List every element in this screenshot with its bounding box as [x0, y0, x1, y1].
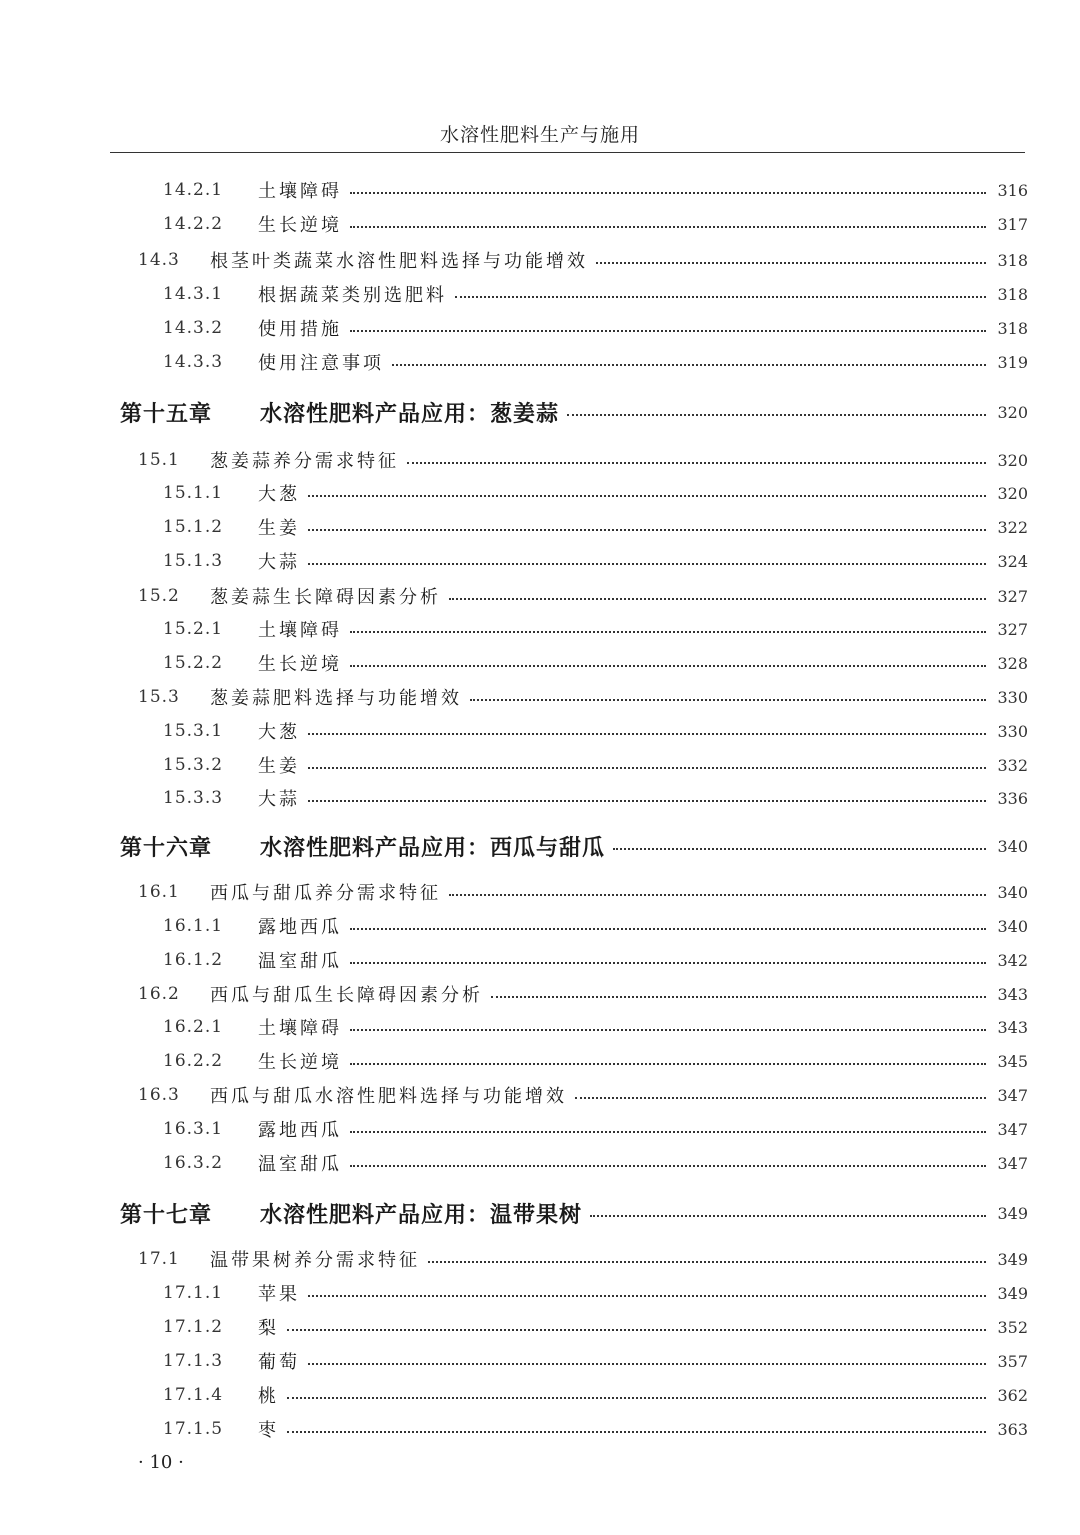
- toc-page-number: 320: [997, 402, 1028, 422]
- toc-number: 14.3: [138, 250, 180, 270]
- toc-subsection: [163, 1279, 1028, 1307]
- toc-number: 16.1.2: [163, 950, 224, 970]
- dot-leader: [596, 262, 986, 264]
- toc-title: 土壤障碍: [258, 1018, 342, 1039]
- toc-page-number: 343: [997, 1017, 1028, 1037]
- toc-subsection: [163, 547, 1028, 575]
- toc-page-number: 347: [997, 1085, 1028, 1105]
- toc-page-number: 316: [997, 180, 1028, 200]
- toc-page-number: 320: [997, 483, 1028, 503]
- dot-leader: [392, 364, 986, 366]
- toc-title: 大葱: [258, 722, 300, 743]
- toc-number: 14.2.2: [163, 214, 224, 234]
- dot-leader: [470, 699, 986, 701]
- toc-subsection: [163, 513, 1028, 541]
- toc-subsection: [163, 314, 1028, 342]
- toc-title: 葡萄: [258, 1352, 300, 1373]
- dot-leader: [308, 1363, 986, 1365]
- toc-number: 第十六章: [120, 835, 213, 861]
- toc-subsection: [163, 1149, 1028, 1177]
- toc-title: 葱姜蒜生长障碍因素分析: [210, 587, 441, 608]
- toc-title: 露地西瓜: [258, 1120, 342, 1141]
- toc-page-number: 327: [997, 619, 1028, 639]
- toc-subsection: [163, 615, 1028, 643]
- toc-number: 15.1.1: [163, 483, 224, 503]
- dot-leader: [350, 192, 986, 194]
- toc-page-number: 352: [997, 1317, 1028, 1337]
- toc-subsection: [163, 1415, 1028, 1443]
- toc-number: 16.2: [138, 984, 180, 1004]
- toc-number: 15.3.2: [163, 755, 224, 775]
- toc-number: 16.3: [138, 1085, 180, 1105]
- toc-page-number: 327: [997, 586, 1028, 606]
- toc-subsection: [163, 1047, 1028, 1075]
- toc-number: 15.1.2: [163, 517, 224, 537]
- toc-number: 15.3: [138, 687, 180, 707]
- toc-number: 17.1.4: [163, 1385, 224, 1405]
- toc-page-number: 332: [997, 755, 1028, 775]
- toc-section: [138, 878, 1028, 906]
- toc-section: [138, 246, 1028, 274]
- toc-chapter: [120, 1195, 1028, 1231]
- toc-section: [138, 582, 1028, 610]
- toc-title: 露地西瓜: [258, 917, 342, 938]
- toc-page-number: 324: [997, 551, 1028, 571]
- toc-number: 15.1: [138, 450, 180, 470]
- toc-number: 16.2.1: [163, 1017, 224, 1037]
- toc-title: 根据蔬菜类别选肥料: [258, 285, 447, 306]
- toc-number: 17.1.2: [163, 1317, 224, 1337]
- dot-leader: [350, 962, 986, 964]
- toc-page-number: 336: [997, 788, 1028, 808]
- toc-title: 西瓜与甜瓜生长障碍因素分析: [210, 985, 483, 1006]
- toc-number: 16.2.2: [163, 1051, 224, 1071]
- dot-leader: [350, 1165, 986, 1167]
- toc-section: [138, 980, 1028, 1008]
- toc-subsection: [163, 1313, 1028, 1341]
- running-header: 水溶性肥料生产与施用: [439, 124, 640, 146]
- toc-title: 西瓜与甜瓜水溶性肥料选择与功能增效: [210, 1086, 567, 1107]
- dot-leader: [308, 1295, 986, 1297]
- toc-title: 水溶性肥料产品应用：葱姜蒜: [260, 401, 560, 427]
- toc-title: 温室甜瓜: [258, 1154, 342, 1175]
- toc-subsection: [163, 1347, 1028, 1375]
- toc-number: 15.1.3: [163, 551, 224, 571]
- toc-number: 15.3.1: [163, 721, 224, 741]
- toc-number: 17.1.1: [163, 1283, 224, 1303]
- toc-subsection: [163, 176, 1028, 204]
- dot-leader: [308, 800, 986, 802]
- toc-subsection: [163, 912, 1028, 940]
- toc-page-number: 363: [997, 1419, 1028, 1439]
- toc-page-number: 328: [997, 653, 1028, 673]
- toc-number: 16.1: [138, 882, 180, 902]
- toc-title: 大蒜: [258, 789, 300, 810]
- dot-leader: [567, 414, 986, 416]
- toc-title: 葱姜蒜肥料选择与功能增效: [210, 688, 462, 709]
- toc-page-number: 342: [997, 950, 1028, 970]
- toc-title: 土壤障碍: [258, 181, 342, 202]
- toc-title: 梨: [258, 1318, 279, 1339]
- toc-page-number: 318: [997, 318, 1028, 338]
- dot-leader: [575, 1097, 986, 1099]
- dot-leader: [350, 330, 986, 332]
- dot-leader: [350, 631, 986, 633]
- toc-subsection: [163, 1115, 1028, 1143]
- dot-leader: [428, 1261, 986, 1263]
- toc-page-number: 349: [997, 1249, 1028, 1269]
- dot-leader: [491, 996, 986, 998]
- dot-leader: [407, 462, 986, 464]
- dot-leader: [287, 1431, 986, 1433]
- toc-title: 生姜: [258, 756, 300, 777]
- toc-title: 使用措施: [258, 319, 342, 340]
- toc-section: [138, 683, 1028, 711]
- toc-number: 17.1.5: [163, 1419, 224, 1439]
- toc-title: 葱姜蒜养分需求特征: [210, 451, 399, 472]
- toc-number: 16.1.1: [163, 916, 224, 936]
- toc-page-number: 317: [997, 214, 1028, 234]
- toc-page-number: 347: [997, 1119, 1028, 1139]
- toc-number: 15.2.1: [163, 619, 224, 639]
- dot-leader: [350, 1131, 986, 1133]
- toc-page-number: 319: [997, 352, 1028, 372]
- toc-page-number: 318: [997, 250, 1028, 270]
- toc-subsection: [163, 649, 1028, 677]
- toc-title: 水溶性肥料产品应用：温带果树: [260, 1202, 583, 1228]
- dot-leader: [350, 1029, 986, 1031]
- toc-number: 16.3.2: [163, 1153, 224, 1173]
- dot-leader: [308, 767, 986, 769]
- toc-title: 西瓜与甜瓜养分需求特征: [210, 883, 441, 904]
- toc-title: 生长逆境: [258, 654, 342, 675]
- toc-title: 生长逆境: [258, 215, 342, 236]
- dot-leader: [350, 928, 986, 930]
- toc-page-number: 362: [997, 1385, 1028, 1405]
- toc-section: [138, 1245, 1028, 1273]
- toc-subsection: [163, 1013, 1028, 1041]
- toc-subsection: [163, 784, 1028, 812]
- dot-leader: [308, 563, 986, 565]
- toc-subsection: [163, 717, 1028, 745]
- toc-title: 生姜: [258, 518, 300, 539]
- dot-leader: [613, 848, 986, 850]
- dot-leader: [350, 665, 986, 667]
- dot-leader: [590, 1215, 986, 1217]
- dot-leader: [455, 296, 986, 298]
- toc-page-number: 349: [997, 1283, 1028, 1303]
- page-number: · 10 ·: [138, 1452, 184, 1473]
- toc-title: 大葱: [258, 484, 300, 505]
- toc-page-number: 340: [997, 916, 1028, 936]
- toc-subsection: [163, 751, 1028, 779]
- toc-number: 17.1: [138, 1249, 180, 1269]
- toc-chapter: [120, 394, 1028, 430]
- toc-section: [138, 1081, 1028, 1109]
- toc-chapter: [120, 828, 1028, 864]
- toc-title: 根茎叶类蔬菜水溶性肥料选择与功能增效: [210, 251, 588, 272]
- toc-number: 14.2.1: [163, 180, 224, 200]
- toc-title: 温带果树养分需求特征: [210, 1250, 420, 1271]
- toc-title: 土壤障碍: [258, 620, 342, 641]
- toc-page-number: 347: [997, 1153, 1028, 1173]
- toc-title: 温室甜瓜: [258, 951, 342, 972]
- dot-leader: [287, 1329, 986, 1331]
- toc-subsection: [163, 280, 1028, 308]
- toc-number: 14.3.1: [163, 284, 224, 304]
- toc-page-number: 320: [997, 450, 1028, 470]
- toc-page-number: 343: [997, 984, 1028, 1004]
- toc-subsection: [163, 1381, 1028, 1409]
- toc-page-number: 318: [997, 284, 1028, 304]
- toc-section: [138, 446, 1028, 474]
- dot-leader: [308, 495, 986, 497]
- toc-title: 苹果: [258, 1284, 300, 1305]
- toc-title: 桃: [258, 1386, 279, 1407]
- dot-leader: [287, 1397, 986, 1399]
- toc-number: 17.1.3: [163, 1351, 224, 1371]
- toc-number: 14.3.2: [163, 318, 224, 338]
- toc-title: 生长逆境: [258, 1052, 342, 1073]
- dot-leader: [449, 894, 986, 896]
- toc-page-number: 330: [997, 721, 1028, 741]
- toc-number: 14.3.3: [163, 352, 224, 372]
- toc-title: 使用注意事项: [258, 353, 384, 374]
- toc-title: 枣: [258, 1420, 279, 1441]
- toc-number: 16.3.1: [163, 1119, 224, 1139]
- toc-title: 水溶性肥料产品应用：西瓜与甜瓜: [260, 835, 606, 861]
- toc-page-number: 340: [997, 836, 1028, 856]
- dot-leader: [308, 733, 986, 735]
- dot-leader: [308, 529, 986, 531]
- toc-page-number: 357: [997, 1351, 1028, 1371]
- dot-leader: [350, 226, 986, 228]
- dot-leader: [350, 1063, 986, 1065]
- toc-number: 第十七章: [120, 1202, 213, 1228]
- toc-page-number: 340: [997, 882, 1028, 902]
- toc-page-number: 349: [997, 1203, 1028, 1223]
- toc-subsection: [163, 479, 1028, 507]
- dot-leader: [449, 598, 986, 600]
- toc-page-number: 345: [997, 1051, 1028, 1071]
- toc-page-number: 330: [997, 687, 1028, 707]
- toc-number: 15.2: [138, 586, 180, 606]
- toc-number: 15.3.3: [163, 788, 224, 808]
- toc-title: 大蒜: [258, 552, 300, 573]
- toc-page-number: 322: [997, 517, 1028, 537]
- toc-subsection: [163, 348, 1028, 376]
- toc-number: 第十五章: [120, 401, 213, 427]
- toc-subsection: [163, 946, 1028, 974]
- toc-number: 15.2.2: [163, 653, 224, 673]
- toc-subsection: [163, 210, 1028, 238]
